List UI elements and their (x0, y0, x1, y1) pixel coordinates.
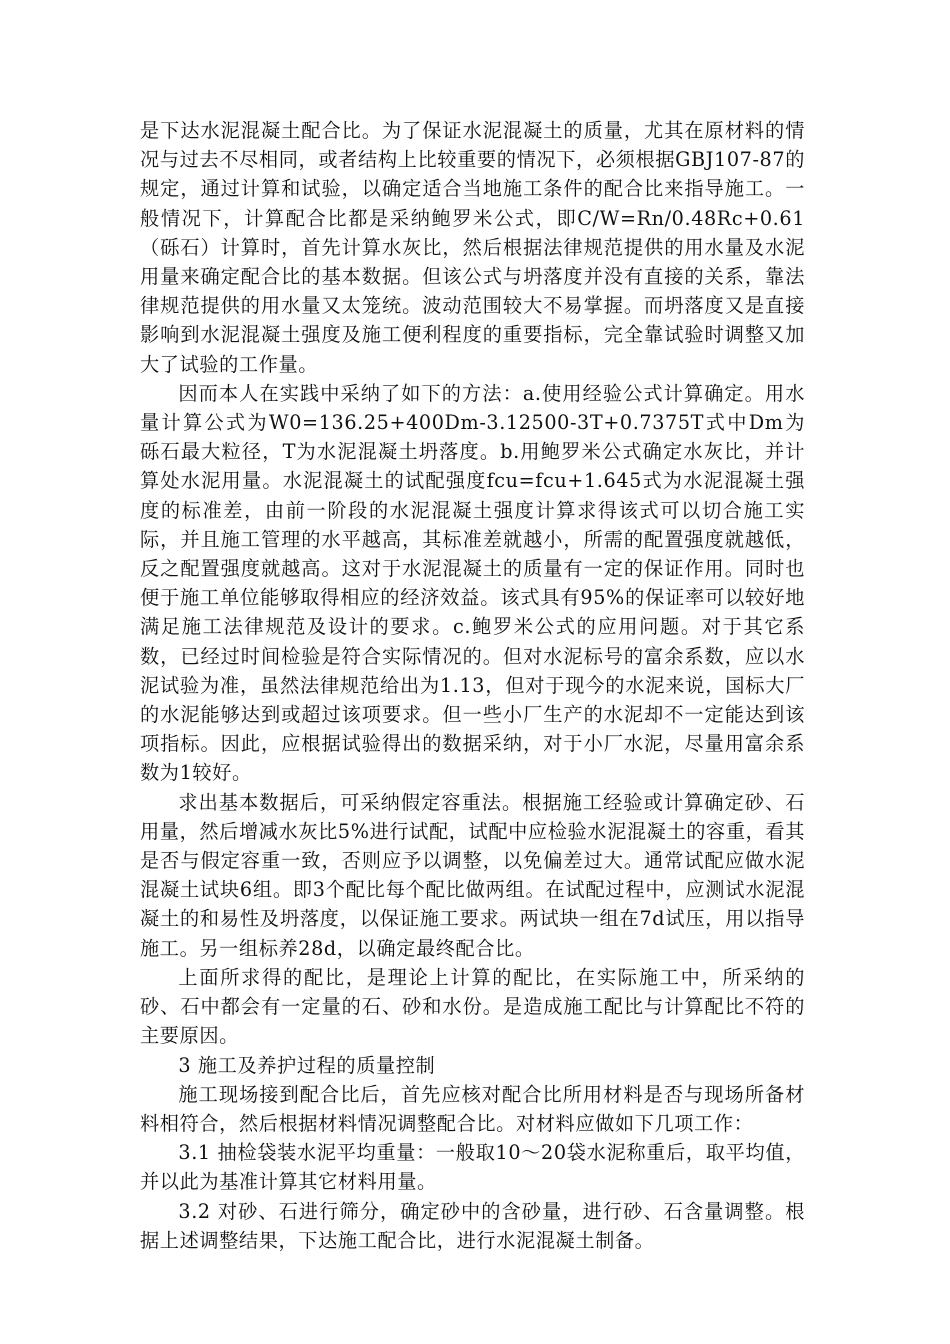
document-page (140, 116, 805, 1255)
paragraph-method: 因而本人在实践中采纳了如下的方法：a.使用经验公式计算确定。用水量计算公式为W0=136.25+400Dm-3.12500-3T+0.7375T式中Dm为砾石最大粒径，T为水泥混凝土坍落度。b.用鲍罗米公式确定水灰比，并计算处水泥用量。水泥混凝土的试配强度fcu=fcu+1.645式为水泥混凝土强度的标准差，由前一阶段的水泥混凝土强度计算求得该式可以切合施工实际，并且施工管理的水平越高，其标准差就越小，所需的配置强度就越低，反之配置强度就越高。这对于水泥混凝土的质量有一定的保证作用。同时也便于施工单位能够取得相应的经济效益。该式具有95%的保证率可以较好地满足施工法律规范及设计的要求。c.鲍罗米公式的应用问题。对于其它系数，已经过时间检验是符合实际情况的。但对水泥标号的富余系数，应以水泥试验为准，虽然法律规范给出为1.13，但对于现今的水泥来说，国标大厂的水泥能够达到或超过该项要求。但一些小厂生产的水泥却不一定能达到该项指标。因此，应根据试验得出的数据采纳，对于小厂水泥，尽量用富余系数为1较好。 (140, 381, 805, 785)
paragraph-site-check: 施工现场接到配合比后，首先应核对配合比所用材料是否与现场所备材料相符合，然后根据材料情况调整配合比。对材料应做如下几项工作： (140, 1082, 805, 1135)
section-heading-3: 3 施工及养护过程的质量控制 (178, 1053, 436, 1077)
paragraph-assumed-density: 求出基本数据后，可采纳假定容重法。根据施工经验或计算确定砂、石用量，然后增减水灰比5%进行试配，试配中应检验水泥混凝土的容重，看其是否与假定容重一致，否则应予以调整，以免偏差过大。通常试配应做水泥混凝土试块6组。即3个配比每个配比做两组。在试配过程中，应测试水泥混凝土的和易性及坍落度，以保证施工要求。两试块一组在7d试压，用以指导施工。另一组标养28d，以确定最终配合比。 (140, 790, 805, 960)
paragraph-mix-design-intro: 是下达水泥混凝土配合比。为了保证水泥混凝土的质量，尤其在原材料的情况与过去不尽相同，或者结构上比较重要的情况下，必须根据GBJ107-87的规定，通过计算和试验，以确定适合当地施工条件的配合比来指导施工。一般情况下，计算配合比都是采纳鲍罗米公式，即C/W=Rn/0.48Rc+0.61（砾石）计算时，首先计算水灰比，然后根据法律规范提供的用水量及水泥用量来确定配合比的基本数据。但该公式与坍落度并没有直接的关系，靠法律规范提供的用水量又太笼统。波动范围较大不易掌握。而坍落度又是直接影响到水泥混凝土强度及施工便利程度的重要指标，完全靠试验时调整又加大了试验的工作量。 (140, 119, 805, 376)
paragraph-3-1: 3.1 抽检袋装水泥平均重量：一般取10～20袋水泥称重后，取平均值，并以此为基准计算其它材料用量。 (140, 1141, 805, 1194)
paragraph-theoretical-ratio: 上面所求得的配比，是理论上计算的配比，在实际施工中，所采纳的砂、石中都会有一定量的石、砂和水份。是造成施工配比与计算配比不符的主要原因。 (140, 965, 805, 1048)
paragraph-3-2: 3.2 对砂、石进行筛分，确定砂中的含砂量，进行砂、石含量调整。根据上述调整结果，下达施工配合比，进行水泥混凝土制备。 (140, 1199, 805, 1252)
